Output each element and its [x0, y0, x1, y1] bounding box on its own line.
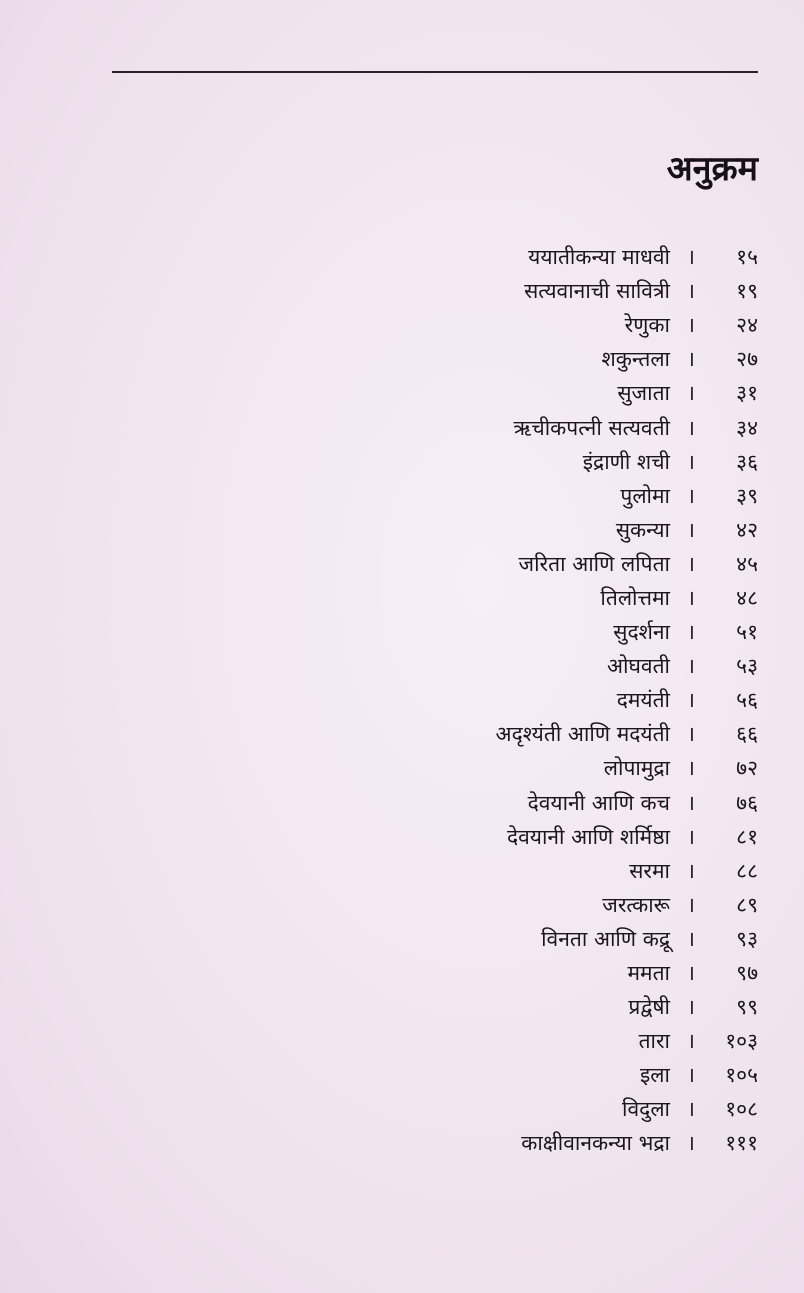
toc-page-number: ७२ [736, 756, 758, 781]
toc-page-number: ८९ [736, 892, 758, 917]
toc-page-number: ५३ [736, 654, 758, 679]
toc-entry [238, 888, 758, 922]
table-of-contents [238, 240, 758, 1161]
toc-entry [238, 1126, 758, 1160]
toc-separator: । [687, 1063, 695, 1088]
toc-separator: । [687, 1029, 695, 1054]
toc-separator: । [687, 415, 695, 440]
toc-separator: । [687, 313, 695, 338]
toc-page-number: ५६ [736, 688, 758, 713]
toc-separator: । [687, 858, 695, 883]
toc-separator: । [687, 551, 695, 576]
toc-entry-title: विदुला [622, 1097, 670, 1122]
toc-entry [238, 240, 758, 274]
toc-separator: । [687, 620, 695, 645]
toc-entry-title: लोपामुद्रा [603, 756, 670, 781]
toc-page-number: १९ [736, 279, 758, 304]
page-title: अनुक्रम [666, 149, 758, 189]
toc-entry-title: काक्षीवानकन्या भद्रा [521, 1131, 670, 1156]
toc-entry-title: ययातीकन्या माधवी [528, 245, 670, 270]
toc-entry-title: जरिता आणि लपिता [518, 551, 670, 576]
toc-entry-title: जरत्कारू [602, 892, 670, 917]
toc-page-number: ६६ [736, 722, 758, 747]
toc-entry [238, 990, 758, 1024]
toc-entry-title: पुलोमा [620, 483, 670, 508]
toc-page-number: १०८ [725, 1097, 758, 1122]
toc-page-number: ३१ [736, 381, 758, 406]
toc-entry [238, 683, 758, 717]
toc-entry [238, 786, 758, 820]
toc-entry-title: प्रद्वेषी [628, 995, 670, 1020]
toc-entry [238, 376, 758, 410]
toc-entry-title: इंद्राणी शची [582, 449, 670, 474]
toc-entry [238, 615, 758, 649]
toc-page-number: ८१ [736, 824, 758, 849]
toc-separator: । [687, 449, 695, 474]
toc-entry-title: इला [640, 1063, 670, 1088]
toc-separator: । [687, 995, 695, 1020]
toc-entry-title: सरमा [629, 858, 670, 883]
toc-separator: । [687, 654, 695, 679]
toc-page-number: २७ [736, 347, 758, 372]
toc-page-number: ३६ [736, 449, 758, 474]
toc-entry-title: देवयानी आणि कच [527, 790, 670, 815]
toc-entry-title: सुदर्शना [613, 620, 670, 645]
toc-entry [238, 820, 758, 854]
toc-entry-title: देवयानी आणि शर्मिष्ठा [506, 824, 670, 849]
toc-separator: । [687, 483, 695, 508]
toc-page-number: ८८ [736, 858, 758, 883]
toc-separator: । [687, 824, 695, 849]
toc-entry-title: सुजाता [617, 381, 670, 406]
toc-entry [238, 1024, 758, 1058]
toc-separator: । [687, 279, 695, 304]
toc-entry [238, 513, 758, 547]
toc-entry-title: तारा [638, 1029, 670, 1054]
toc-separator: । [687, 517, 695, 542]
toc-entry [238, 410, 758, 444]
toc-entry-title: रेणुका [624, 313, 670, 338]
toc-separator: । [687, 892, 695, 917]
toc-separator: । [687, 347, 695, 372]
toc-separator: । [687, 756, 695, 781]
toc-entry-title: दमयंती [616, 688, 670, 713]
toc-entry [238, 1092, 758, 1126]
toc-page-number: ९९ [736, 995, 758, 1020]
toc-page-number: ५१ [736, 620, 758, 645]
toc-separator: । [687, 961, 695, 986]
toc-page-number: ७६ [736, 790, 758, 815]
toc-entry [238, 751, 758, 785]
toc-entry [238, 342, 758, 376]
toc-entry [238, 854, 758, 888]
toc-page-number: ३९ [736, 483, 758, 508]
toc-separator: । [687, 926, 695, 951]
toc-page-number: ४५ [736, 551, 758, 576]
toc-page-number: ४८ [736, 585, 758, 610]
toc-page-number: १०३ [725, 1029, 758, 1054]
toc-entry-title: सुकन्या [615, 517, 670, 542]
toc-page-number: १०५ [725, 1063, 758, 1088]
toc-page-number: ९३ [736, 926, 758, 951]
toc-page-number: ९७ [736, 961, 758, 986]
toc-separator: । [687, 245, 695, 270]
toc-entry-title: अदृश्यंती आणि मदयंती [495, 722, 670, 747]
toc-separator: । [687, 1097, 695, 1122]
toc-entry [238, 479, 758, 513]
toc-entry [238, 922, 758, 956]
toc-entry [238, 547, 758, 581]
top-rule [112, 71, 758, 73]
toc-entry [238, 274, 758, 308]
toc-entry [238, 308, 758, 342]
toc-separator: । [687, 585, 695, 610]
toc-page-number: ४२ [736, 517, 758, 542]
toc-separator: । [687, 688, 695, 713]
toc-entry-title: ऋचीकपत्नी सत्यवती [513, 415, 670, 440]
toc-entry-title: सत्यवानाची सावित्री [524, 279, 670, 304]
toc-page-number: १११ [725, 1131, 758, 1156]
toc-entry-title: तिलोत्तमा [600, 585, 670, 610]
toc-entry [238, 956, 758, 990]
toc-entry-title: विनता आणि कद्रू [541, 926, 670, 951]
toc-entry-title: ममता [627, 961, 670, 986]
toc-separator: । [687, 722, 695, 747]
toc-entry [238, 445, 758, 479]
toc-page-number: ३४ [736, 415, 758, 440]
toc-entry-title: शकुन्तला [601, 347, 670, 372]
toc-entry [238, 1058, 758, 1092]
toc-separator: । [687, 790, 695, 815]
toc-page-number: २४ [736, 313, 758, 338]
toc-entry [238, 717, 758, 751]
toc-entry [238, 581, 758, 615]
toc-separator: । [687, 1131, 695, 1156]
toc-entry-title: ओघवती [607, 654, 670, 679]
toc-page-number: १५ [736, 245, 758, 270]
toc-entry [238, 649, 758, 683]
toc-separator: । [687, 381, 695, 406]
